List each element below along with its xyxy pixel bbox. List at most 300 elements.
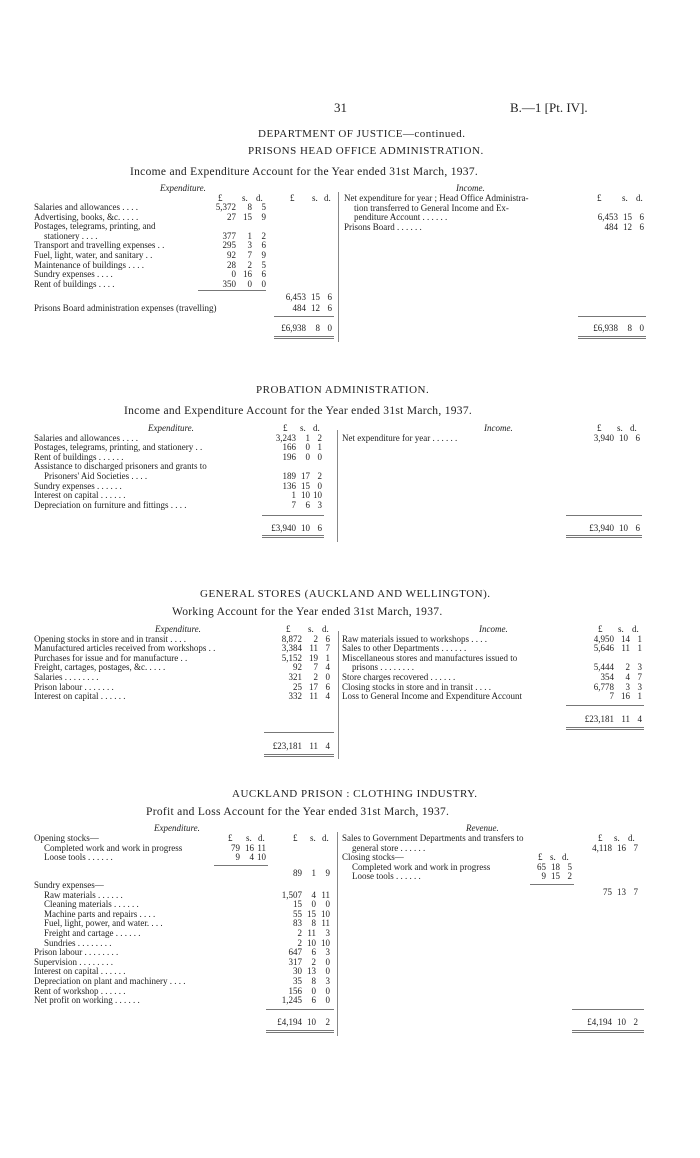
amount-pence: 6 [639, 221, 644, 232]
total-pence: 6 [635, 523, 640, 533]
board-expenses-label: Prisons Board administration expenses (travelling) [34, 303, 217, 313]
amount-pence: 2 [567, 871, 572, 882]
amount-pence: 4 [325, 691, 330, 702]
income-line: penditure Account . . . . . . [354, 212, 448, 223]
expenditure-row: Prison labour . . . . . . . . [34, 947, 119, 958]
amount-shillings: 17 [301, 471, 310, 481]
total-shillings: 10 [617, 1017, 626, 1027]
rule [264, 732, 334, 733]
amount-pence: 4 [325, 662, 330, 673]
opening-row: Completed work and work in progress [44, 842, 183, 853]
amount-pounds: 6,453 [597, 212, 618, 223]
amount-shillings: 11 [309, 643, 318, 654]
expenditure-row: Interest on capital . . . . . . [34, 490, 126, 501]
amount-pence: 0 [317, 451, 322, 462]
total-pence: 6 [317, 523, 322, 533]
amount-pence: 3 [317, 499, 322, 510]
amount-shillings: 4 [311, 889, 316, 900]
col-pounds: £ [293, 833, 298, 843]
amount-pounds: 5,152 [281, 652, 302, 663]
section-title: PROBATION ADMINISTRATION. [256, 384, 430, 396]
rule [274, 338, 334, 339]
amount-pounds: 484 [292, 303, 306, 313]
total-pounds: £23,181 [584, 714, 614, 724]
amount-pence: 9 [261, 211, 266, 222]
expenditure-row: Interest on capital . . . . . . [34, 966, 126, 977]
subtotal-shillings: 15 [311, 292, 320, 302]
amount-pounds: 484 [604, 221, 618, 232]
amount-pounds: 92 [293, 662, 302, 673]
income-row: Loss to General Income and Expenditure Account [342, 691, 522, 702]
rule [566, 537, 642, 538]
rule [578, 316, 646, 317]
account-title: Profit and Loss Account for the Year ended 31st March, 1937. [146, 806, 450, 818]
amount-pounds: 15 [293, 899, 302, 910]
rule [262, 537, 324, 538]
row-label: Postages, telegrams, printing, and [34, 221, 156, 232]
expenditure-row: Cleaning materials . . . . . . [44, 899, 139, 910]
rule [566, 729, 644, 730]
rule [566, 535, 642, 536]
amount-shillings: 16 [621, 691, 630, 702]
expenditure-row: Net profit on working . . . . . . [34, 995, 140, 1006]
amount-shillings: 0 [305, 442, 310, 453]
total-pounds: £23,181 [272, 741, 302, 751]
amount-shillings: 15 [301, 480, 310, 491]
rule [262, 515, 324, 516]
amount-shillings: 17 [309, 681, 318, 692]
amount-pence: 3 [325, 947, 330, 958]
amount-pence: 6 [325, 681, 330, 692]
total-pence: 2 [325, 1017, 330, 1027]
total-pounds: £3,940 [589, 523, 614, 533]
rule [198, 290, 266, 291]
expenditure-row: Depreciation on furniture and fittings . . . . [34, 499, 187, 510]
amount-pence: 9 [261, 250, 266, 260]
expenditure-row: Salaries . . . . . . . . [34, 672, 99, 682]
amount-shillings: 6 [311, 947, 316, 958]
income-heading: Income. [479, 624, 508, 634]
amount-pounds: 2 [297, 928, 302, 938]
amount-pence: 7 [633, 887, 638, 897]
amount-pounds: 156 [288, 985, 302, 996]
income-line: Net expenditure for year ; Head Office Administra- [344, 193, 529, 203]
total-pence: 4 [325, 741, 330, 751]
amount-pounds: 25 [293, 681, 302, 692]
amount-pounds: 79 [231, 842, 240, 853]
rule [264, 754, 334, 755]
expenditure-row [34, 280, 115, 290]
amount-pence: 0 [325, 985, 330, 996]
amount-pounds: 2 [297, 937, 302, 948]
amount-shillings: 4 [625, 672, 630, 682]
amount-pounds: 83 [293, 918, 302, 929]
amount-shillings: 2 [313, 672, 318, 682]
col-shillings: s. [550, 852, 556, 863]
closing-stocks-label: Closing stocks— [342, 852, 404, 863]
rule [264, 756, 334, 757]
expenditure-heading: Expenditure. [154, 823, 200, 833]
amount-shillings: 14 [621, 633, 630, 644]
amount-pence: 0 [325, 966, 330, 977]
amount-shillings: 13 [617, 887, 626, 897]
sundry-expenses-label: Sundry expenses— [34, 880, 104, 890]
col-pounds: £ [228, 833, 233, 843]
amount-pence: 10 [321, 908, 330, 919]
total-pence: 0 [639, 323, 644, 333]
amount-pounds: 321 [288, 672, 302, 682]
amount-pence: 3 [637, 681, 642, 692]
amount-pence: 6 [635, 432, 640, 443]
expenditure-row: Freight, cartages, postages, &c. . . . . [34, 662, 166, 673]
amount-pounds: 0 [231, 269, 236, 280]
col-pence: d. [313, 423, 320, 433]
amount-pence: 1 [637, 643, 642, 654]
amount-shillings: 16 [243, 269, 252, 280]
col-pounds: £ [286, 624, 291, 634]
col-pence: d. [630, 423, 637, 433]
amount-pence: 11 [321, 918, 330, 929]
amount-shillings: 1 [305, 432, 310, 443]
amount-pence: 0 [325, 672, 330, 682]
col-pence: d. [258, 833, 265, 843]
amount-shillings: 19 [309, 652, 318, 663]
expenditure-row: Freight and cartage . . . . . . [44, 928, 141, 938]
col-pence: d. [256, 193, 263, 203]
amount-pence: 0 [325, 899, 330, 910]
amount-shillings: 11 [307, 928, 316, 938]
page-reference: B.—1 [Pt. IV]. [510, 100, 588, 115]
total-pence: 2 [633, 1017, 638, 1027]
rule [266, 1030, 334, 1031]
expenditure-row: Purchases for issue and for manufacture . . [34, 652, 188, 663]
amount-pence: 5 [261, 259, 266, 270]
col-pounds: £ [598, 833, 603, 843]
expenditure-row: Rent of buildings . . . . . . [34, 451, 124, 462]
total-pence: 0 [327, 323, 332, 333]
amount-pounds: 317 [288, 956, 302, 967]
rule [566, 727, 644, 728]
amount-pence: 10 [313, 490, 322, 501]
expenditure-row: Machine parts and repairs . . . . [44, 908, 156, 919]
amount-pounds: 35 [293, 976, 302, 986]
amount-pounds: 166 [282, 442, 296, 453]
subtotal-pence: 6 [327, 292, 332, 302]
amount-shillings: 0 [247, 278, 252, 289]
rule [214, 865, 268, 866]
col-pounds: £ [597, 193, 602, 203]
rule [572, 1032, 644, 1033]
total-pence: 4 [637, 714, 642, 724]
rule [566, 705, 644, 706]
amount-shillings: 10 [301, 490, 310, 501]
income-line: tion transferred to General Income and Ex- [354, 202, 509, 213]
income-row: Raw materials issued to workshops . . . . [342, 633, 487, 644]
col-pence: d. [636, 193, 643, 203]
amount-shillings: 0 [305, 451, 310, 462]
divider [337, 832, 338, 1036]
rule [572, 1030, 644, 1031]
amount-pounds: 7 [291, 499, 296, 510]
expenditure-row: Sundries . . . . . . . . [44, 937, 112, 948]
amount-shillings: 6 [311, 995, 316, 1006]
col-pounds: £ [597, 423, 602, 433]
rule [578, 338, 646, 339]
expenditure-row: Sundry expenses . . . . . . [34, 480, 122, 491]
col-pence: d. [322, 624, 329, 634]
total-shillings: 10 [301, 523, 310, 533]
amount-pounds: 136 [282, 480, 296, 491]
amount-pounds: 3,384 [281, 643, 302, 654]
amount-pence: 7 [633, 842, 638, 853]
income-heading: Income. [456, 183, 485, 193]
total-pounds: £6,938 [281, 323, 306, 333]
income-row: Sales to other Departments . . . . . . [342, 643, 467, 654]
col-pounds: £ [598, 624, 603, 634]
revenue-heading: Revenue. [466, 823, 499, 833]
amount-pence: 10 [257, 852, 266, 863]
expenditure-heading: Expenditure. [155, 624, 201, 634]
amount-shillings: 12 [311, 303, 320, 313]
income-row: Closing stocks in store and in transit . . . . [342, 681, 491, 692]
col-pence: d. [628, 833, 635, 843]
amount-pounds: 75 [603, 887, 612, 897]
amount-pounds: 8,872 [281, 633, 302, 644]
divider [338, 192, 339, 342]
amount-pounds: 332 [288, 691, 302, 702]
amount-shillings: 12 [623, 221, 632, 232]
rule [266, 1009, 334, 1010]
col-pounds: £ [538, 852, 543, 863]
amount-pence: 11 [257, 842, 266, 853]
amount-shillings: 7 [247, 250, 252, 260]
amount-pence: 10 [321, 937, 330, 948]
divider [337, 430, 338, 542]
amount-shillings: 15 [307, 908, 316, 919]
amount-pounds: 4,950 [593, 633, 614, 644]
amount-pounds: 92 [227, 250, 236, 260]
col-shillings: s. [312, 193, 318, 203]
expenditure-row: Interest on capital . . . . . . [34, 691, 126, 702]
amount-shillings: 15 [243, 211, 252, 222]
expenditure-row: Supervision . . . . . . . . [34, 956, 114, 967]
expenditure-row: Opening stocks in store and in transit . . . . [34, 633, 186, 644]
amount-pounds: 189 [282, 471, 296, 481]
col-shillings: s. [617, 423, 623, 433]
amount-pence: 7 [325, 643, 330, 654]
opening-stocks-label: Opening stocks— [34, 833, 99, 843]
opening-row: Loose tools . . . . . . [44, 852, 113, 863]
amount-shillings: 6 [305, 499, 310, 510]
amount-pounds: 3,243 [275, 432, 296, 443]
total-pounds: £4,194 [587, 1017, 612, 1027]
department-heading: DEPARTMENT OF JUSTICE—continued. [258, 128, 466, 140]
total-shillings: 11 [621, 714, 630, 724]
expenditure-row: Postages, telegrams, printing, and stationery . . [34, 442, 203, 453]
amount-pounds: 55 [293, 908, 302, 919]
rule [274, 336, 334, 337]
amount-pounds: 30 [293, 966, 302, 977]
amount-pounds: 6,778 [593, 681, 614, 692]
row-label: Transport and travelling expenses . . [34, 240, 165, 251]
amount-pounds: 5,646 [593, 643, 614, 654]
amount-pounds: 377 [222, 230, 236, 241]
row-label: Advertising, books, &c. . . . . [34, 211, 139, 222]
amount-pounds: 1 [291, 490, 296, 501]
expenditure-row: Salaries and allowances . . . . [34, 432, 138, 443]
expenditure-row: Prison labour . . . . . . . [34, 681, 114, 692]
total-pounds: £4,194 [277, 1017, 302, 1027]
amount-pence: 6 [325, 633, 330, 644]
total-shillings: 8 [315, 323, 320, 333]
expenditure-row: Raw materials . . . . . . [44, 889, 123, 900]
col-shillings: s. [614, 833, 620, 843]
amount-shillings: 15 [551, 871, 560, 882]
amount-shillings: 10 [619, 432, 628, 443]
col-pence: d. [562, 852, 569, 863]
col-pounds: £ [218, 193, 223, 203]
col-shillings: s. [300, 423, 306, 433]
amount-shillings: 16 [617, 842, 626, 853]
section-title: PRISONS HEAD OFFICE ADMINISTRATION. [248, 145, 484, 157]
row-label: Salaries and allowances . . . . [34, 202, 138, 212]
total-shillings: 10 [619, 523, 628, 533]
amount-pounds: 647 [288, 947, 302, 958]
amount-pounds: 28 [227, 259, 236, 270]
amount-pounds: 27 [227, 211, 236, 222]
amount-pounds: 4,118 [592, 842, 612, 853]
amount-pence: 2 [261, 230, 266, 241]
amount-shillings: 0 [311, 985, 316, 996]
amount-pounds: 295 [222, 240, 236, 251]
amount-pounds: 89 [293, 868, 302, 878]
amount-pence: 0 [325, 995, 330, 1006]
amount-shillings: 8 [311, 918, 316, 929]
account-title: Income and Expenditure Account for the Year ended 31st March, 1937. [130, 166, 479, 178]
amount-pence: 1 [637, 691, 642, 702]
expenditure-row: Depreciation on plant and machinery . . . . [34, 976, 186, 986]
rule [578, 336, 646, 337]
amount-pounds: 1,507 [281, 889, 302, 900]
row-label: Fuel, light, water, and sanitary . . [34, 250, 153, 260]
account-title: Working Account for the Year ended 31st March, 1937. [172, 606, 443, 618]
amount-pounds: 5,444 [593, 662, 614, 673]
col-shillings: s. [618, 624, 624, 634]
amount-shillings: 18 [551, 861, 560, 872]
col-pence: d. [324, 193, 331, 203]
income-row: Miscellaneous stores and manufactures issued to [342, 652, 518, 663]
total-pounds: £3,940 [271, 523, 296, 533]
amount-shillings: 16 [245, 842, 254, 853]
section-title: GENERAL STORES (AUCKLAND AND WELLINGTON). [200, 588, 491, 600]
amount-pounds: 350 [222, 278, 236, 289]
amount-pence: 9 [325, 868, 330, 878]
amount-shillings: 4 [249, 852, 254, 863]
amount-pence: 3 [325, 976, 330, 986]
amount-shillings: 2 [247, 259, 252, 270]
income-row: Store charges recovered . . . . . . [342, 672, 456, 682]
total-shillings: 8 [627, 323, 632, 333]
rule [266, 1032, 334, 1033]
amount-shillings: 11 [621, 643, 630, 654]
divider [338, 631, 339, 759]
amount-pence: 6 [261, 240, 266, 251]
section-title: AUCKLAND PRISON : CLOTHING INDUSTRY. [232, 788, 478, 800]
amount-shillings: 7 [313, 662, 318, 673]
amount-pence: 2 [317, 471, 322, 481]
amount-pence: 1 [325, 652, 330, 663]
amount-pounds: 1,245 [281, 995, 302, 1006]
closing-row: Completed work and work in progress [352, 861, 491, 872]
amount-shillings: 10 [307, 937, 316, 948]
col-shillings: s. [622, 193, 628, 203]
total-pounds: £6,938 [593, 323, 618, 333]
amount-pounds: 196 [282, 451, 296, 462]
amount-pence: 11 [321, 889, 330, 900]
col-pounds: £ [283, 423, 288, 433]
amount-pence: 3 [325, 928, 330, 938]
amount-pounds: 7 [609, 691, 614, 702]
col-shillings: s. [246, 833, 252, 843]
revenue-line: general store . . . . . . [352, 842, 426, 853]
income-heading: Income. [484, 423, 513, 433]
amount-pence: 0 [325, 956, 330, 967]
amount-shillings: 11 [309, 691, 318, 702]
amount-shillings: 1 [247, 230, 252, 241]
expenditure-row: Rent of workshop . . . . . . [34, 985, 126, 996]
amount-shillings: 0 [311, 899, 316, 910]
page-number: 31 [334, 100, 347, 115]
amount-pence: 6 [261, 269, 266, 280]
amount-pence: 0 [317, 480, 322, 491]
amount-pence: 6 [327, 303, 332, 313]
amount-shillings: 15 [623, 212, 632, 223]
amount-pounds: 5,372 [215, 202, 236, 212]
subtotal-pounds: 6,453 [285, 292, 306, 302]
amount-shillings: 2 [625, 662, 630, 673]
amount-pence: 7 [637, 672, 642, 682]
amount-pounds: 9 [541, 871, 546, 882]
total-shillings: 11 [309, 741, 318, 751]
amount-pence: 1 [317, 442, 322, 453]
amount-shillings: 3 [625, 681, 630, 692]
amount-shillings: 2 [313, 633, 318, 644]
amount-pence: 5 [567, 861, 572, 872]
amount-shillings: 8 [247, 202, 252, 212]
col-shillings: s. [242, 193, 248, 203]
expenditure-heading: Expenditure. [148, 423, 194, 433]
amount-shillings: 1 [311, 868, 316, 878]
col-pence: d. [632, 624, 639, 634]
expenditure-row: Assistance to discharged prisoners and grants to [34, 461, 207, 472]
closing-row: Loose tools . . . . . . [352, 871, 421, 882]
revenue-line: Sales to Government Departments and transfers to [342, 833, 524, 843]
col-pounds: £ [290, 193, 295, 203]
rule [572, 1009, 644, 1010]
expenditure-row: Fuel, light, power, and water. . . . [44, 918, 163, 929]
col-shillings: s. [310, 833, 316, 843]
income-row: prisons . . . . . . . . [352, 662, 415, 673]
col-shillings: s. [308, 624, 314, 634]
amount-pounds: 9 [235, 852, 240, 863]
amount-shillings: 3 [247, 240, 252, 251]
account-title: Income and Expenditure Account for the Year ended 31st March, 1937. [124, 405, 473, 417]
amount-shillings: 2 [311, 956, 316, 967]
amount-shillings: 8 [311, 976, 316, 986]
rule [274, 316, 334, 317]
amount-pence: 6 [639, 212, 644, 223]
income-row-label: Net expenditure for year . . . . . . [342, 432, 458, 443]
